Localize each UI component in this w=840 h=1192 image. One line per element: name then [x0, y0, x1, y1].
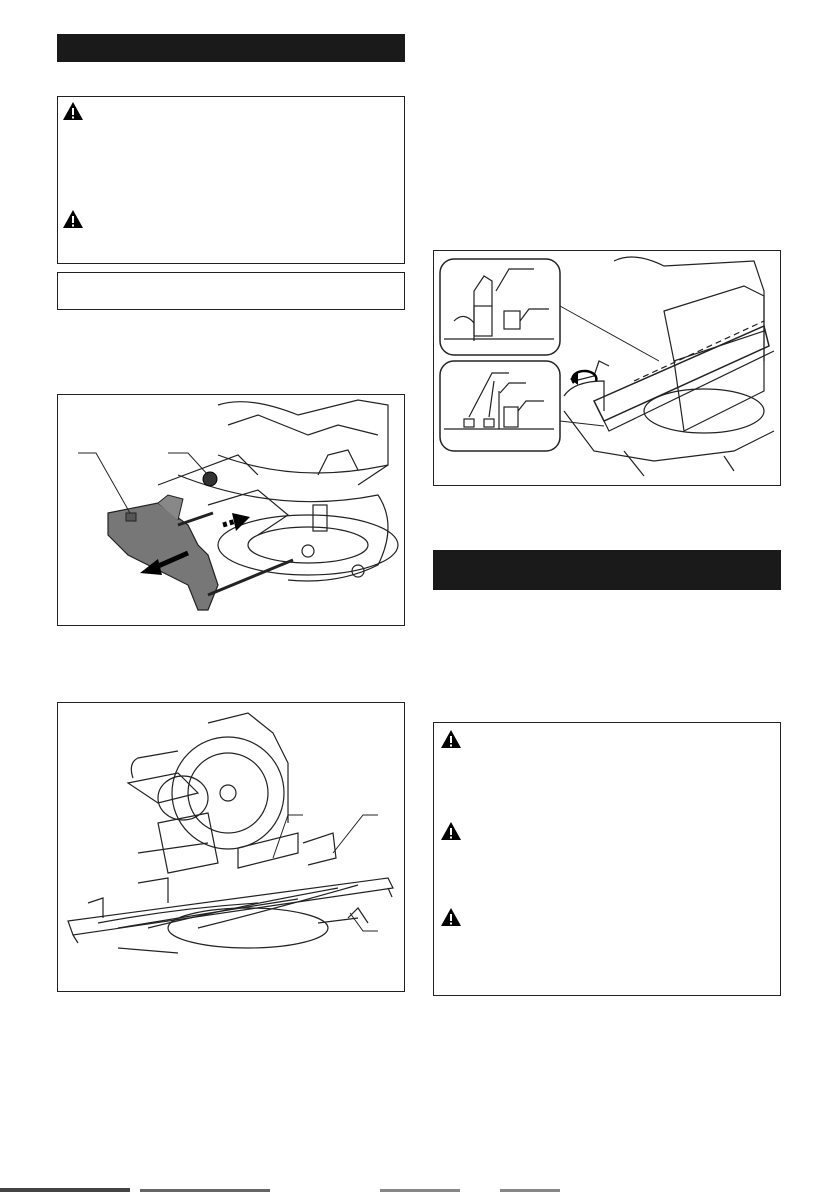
right-section-heading-bar: [433, 550, 781, 590]
page-bottom-edge: [0, 1186, 840, 1192]
figure-holder-assembly: [57, 394, 405, 626]
warning-triangle-icon: [62, 209, 84, 229]
saw-sub-fence-illustration: [58, 703, 404, 991]
figure-fence-adjust: [433, 250, 781, 486]
holder-part: [108, 495, 218, 610]
inset-detail-bottom: [440, 361, 560, 451]
left-section-heading-bar: [57, 34, 405, 62]
note-box: [57, 272, 405, 310]
inset-detail-top: [440, 259, 560, 355]
fence-adjust-illustration: [434, 251, 780, 485]
holder-assembly-illustration: [58, 395, 404, 625]
figure-saw-sub-fence: [57, 702, 405, 992]
left-warning-box: [57, 96, 405, 264]
warning-triangle-icon: [440, 821, 462, 841]
warning-triangle-icon: [440, 907, 462, 927]
warning-triangle-icon: [440, 729, 462, 749]
right-warning-box: [433, 722, 781, 996]
warning-triangle-icon: [62, 101, 84, 121]
